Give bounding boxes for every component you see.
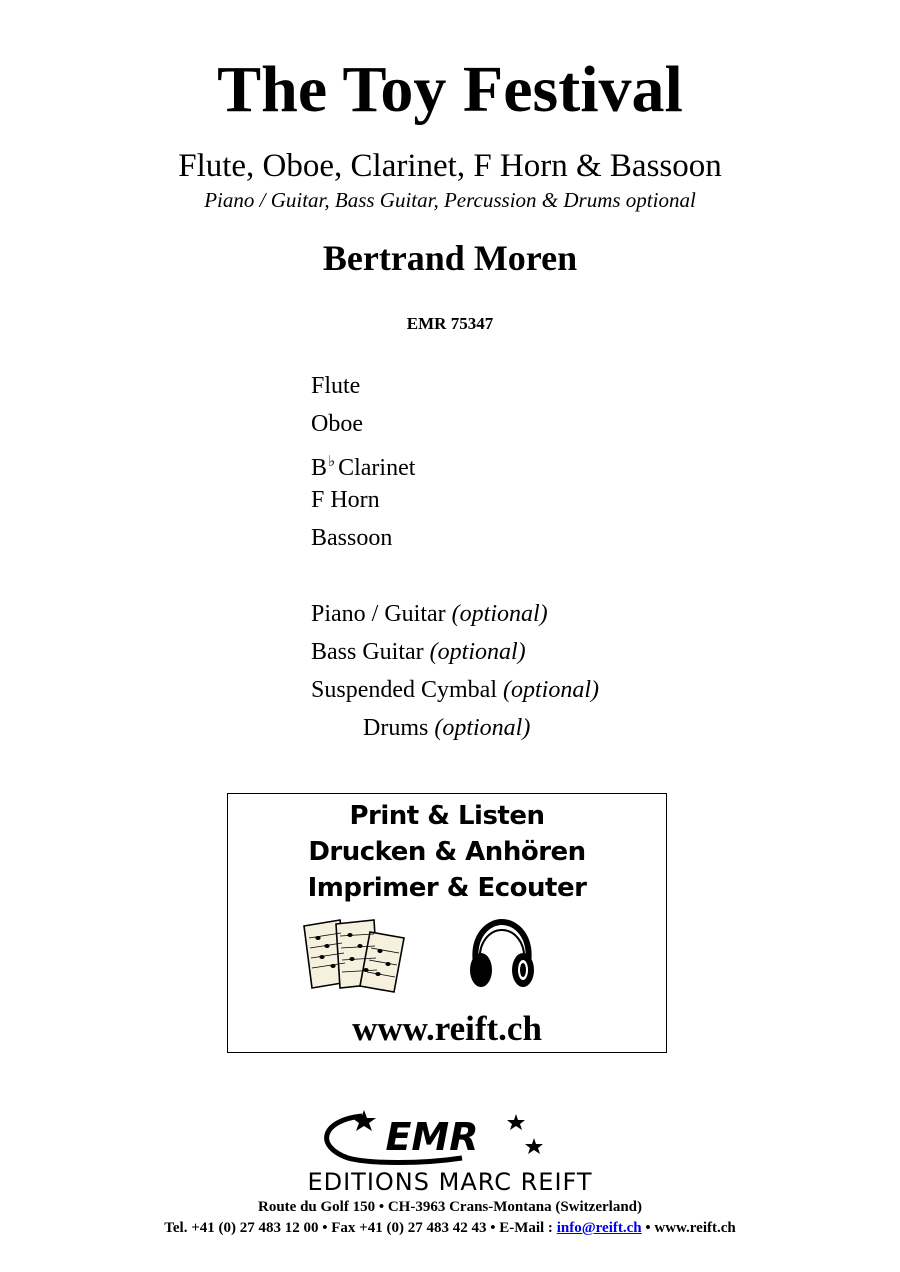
- flat-sign: ♭: [328, 454, 336, 470]
- part-drums: [363, 712, 530, 744]
- optional-label: (optional): [451, 601, 548, 627]
- logo-letters: EMR: [385, 1115, 479, 1159]
- part-oboe: Oboe: [311, 411, 363, 437]
- optional-label: (optional): [503, 677, 599, 703]
- instrumentation: Flute, Oboe, Clarinet, F Horn & Bassoon: [178, 148, 722, 184]
- print-listen-box: [227, 793, 667, 1053]
- optional-label: (optional): [434, 715, 531, 741]
- catalog-number: EMR 75347: [406, 314, 494, 333]
- promo-url[interactable]: www.reift.ch: [352, 1009, 542, 1048]
- cymbal-label: Suspended Cymbal: [311, 677, 497, 703]
- part-cymbal: [311, 674, 599, 706]
- publisher-contact: [0, 1218, 900, 1238]
- sheet-music-icon: [300, 916, 412, 994]
- part-piano: [311, 598, 548, 630]
- part-bassoon: Bassoon: [311, 525, 393, 551]
- page-title: The Toy Festival: [217, 53, 683, 126]
- part-clarinet: [311, 446, 415, 484]
- publisher-name: EDITIONS MARC REIFT: [307, 1168, 593, 1196]
- promo-line-french: Imprimer & Ecouter: [307, 873, 587, 903]
- publisher-address: Route du Golf 150 • CH-3963 Crans-Montana (Switzerland): [258, 1199, 642, 1215]
- contact-phone-fax: Tel. +41 (0) 27 483 12 00 • Fax +41 (0) 27 483 42 43 • E-Mail :: [164, 1220, 557, 1236]
- headphones-icon: [466, 918, 538, 992]
- optional-instrumentation: Piano / Guitar, Bass Guitar, Percussion & Drums optional: [204, 188, 696, 212]
- emr-logo-icon: [312, 1110, 552, 1166]
- clarinet-key: B: [311, 455, 328, 481]
- composer: Bertrand Moren: [322, 238, 578, 278]
- email-link[interactable]: info@reift.ch: [556, 1220, 642, 1236]
- bass-guitar-label: Bass Guitar: [311, 639, 424, 665]
- part-horn: F Horn: [311, 487, 380, 513]
- promo-line-german: Drucken & Anhören: [308, 837, 586, 867]
- optional-label: (optional): [429, 639, 526, 665]
- part-flute: Flute: [311, 373, 361, 399]
- clarinet-label: Clarinet: [338, 455, 416, 481]
- contact-website: • www.reift.ch: [641, 1220, 736, 1236]
- drums-label: Drums: [363, 715, 429, 741]
- part-bass-guitar: [311, 636, 526, 668]
- promo-line-english: Print & Listen: [349, 801, 545, 831]
- piano-label: Piano / Guitar: [311, 601, 446, 627]
